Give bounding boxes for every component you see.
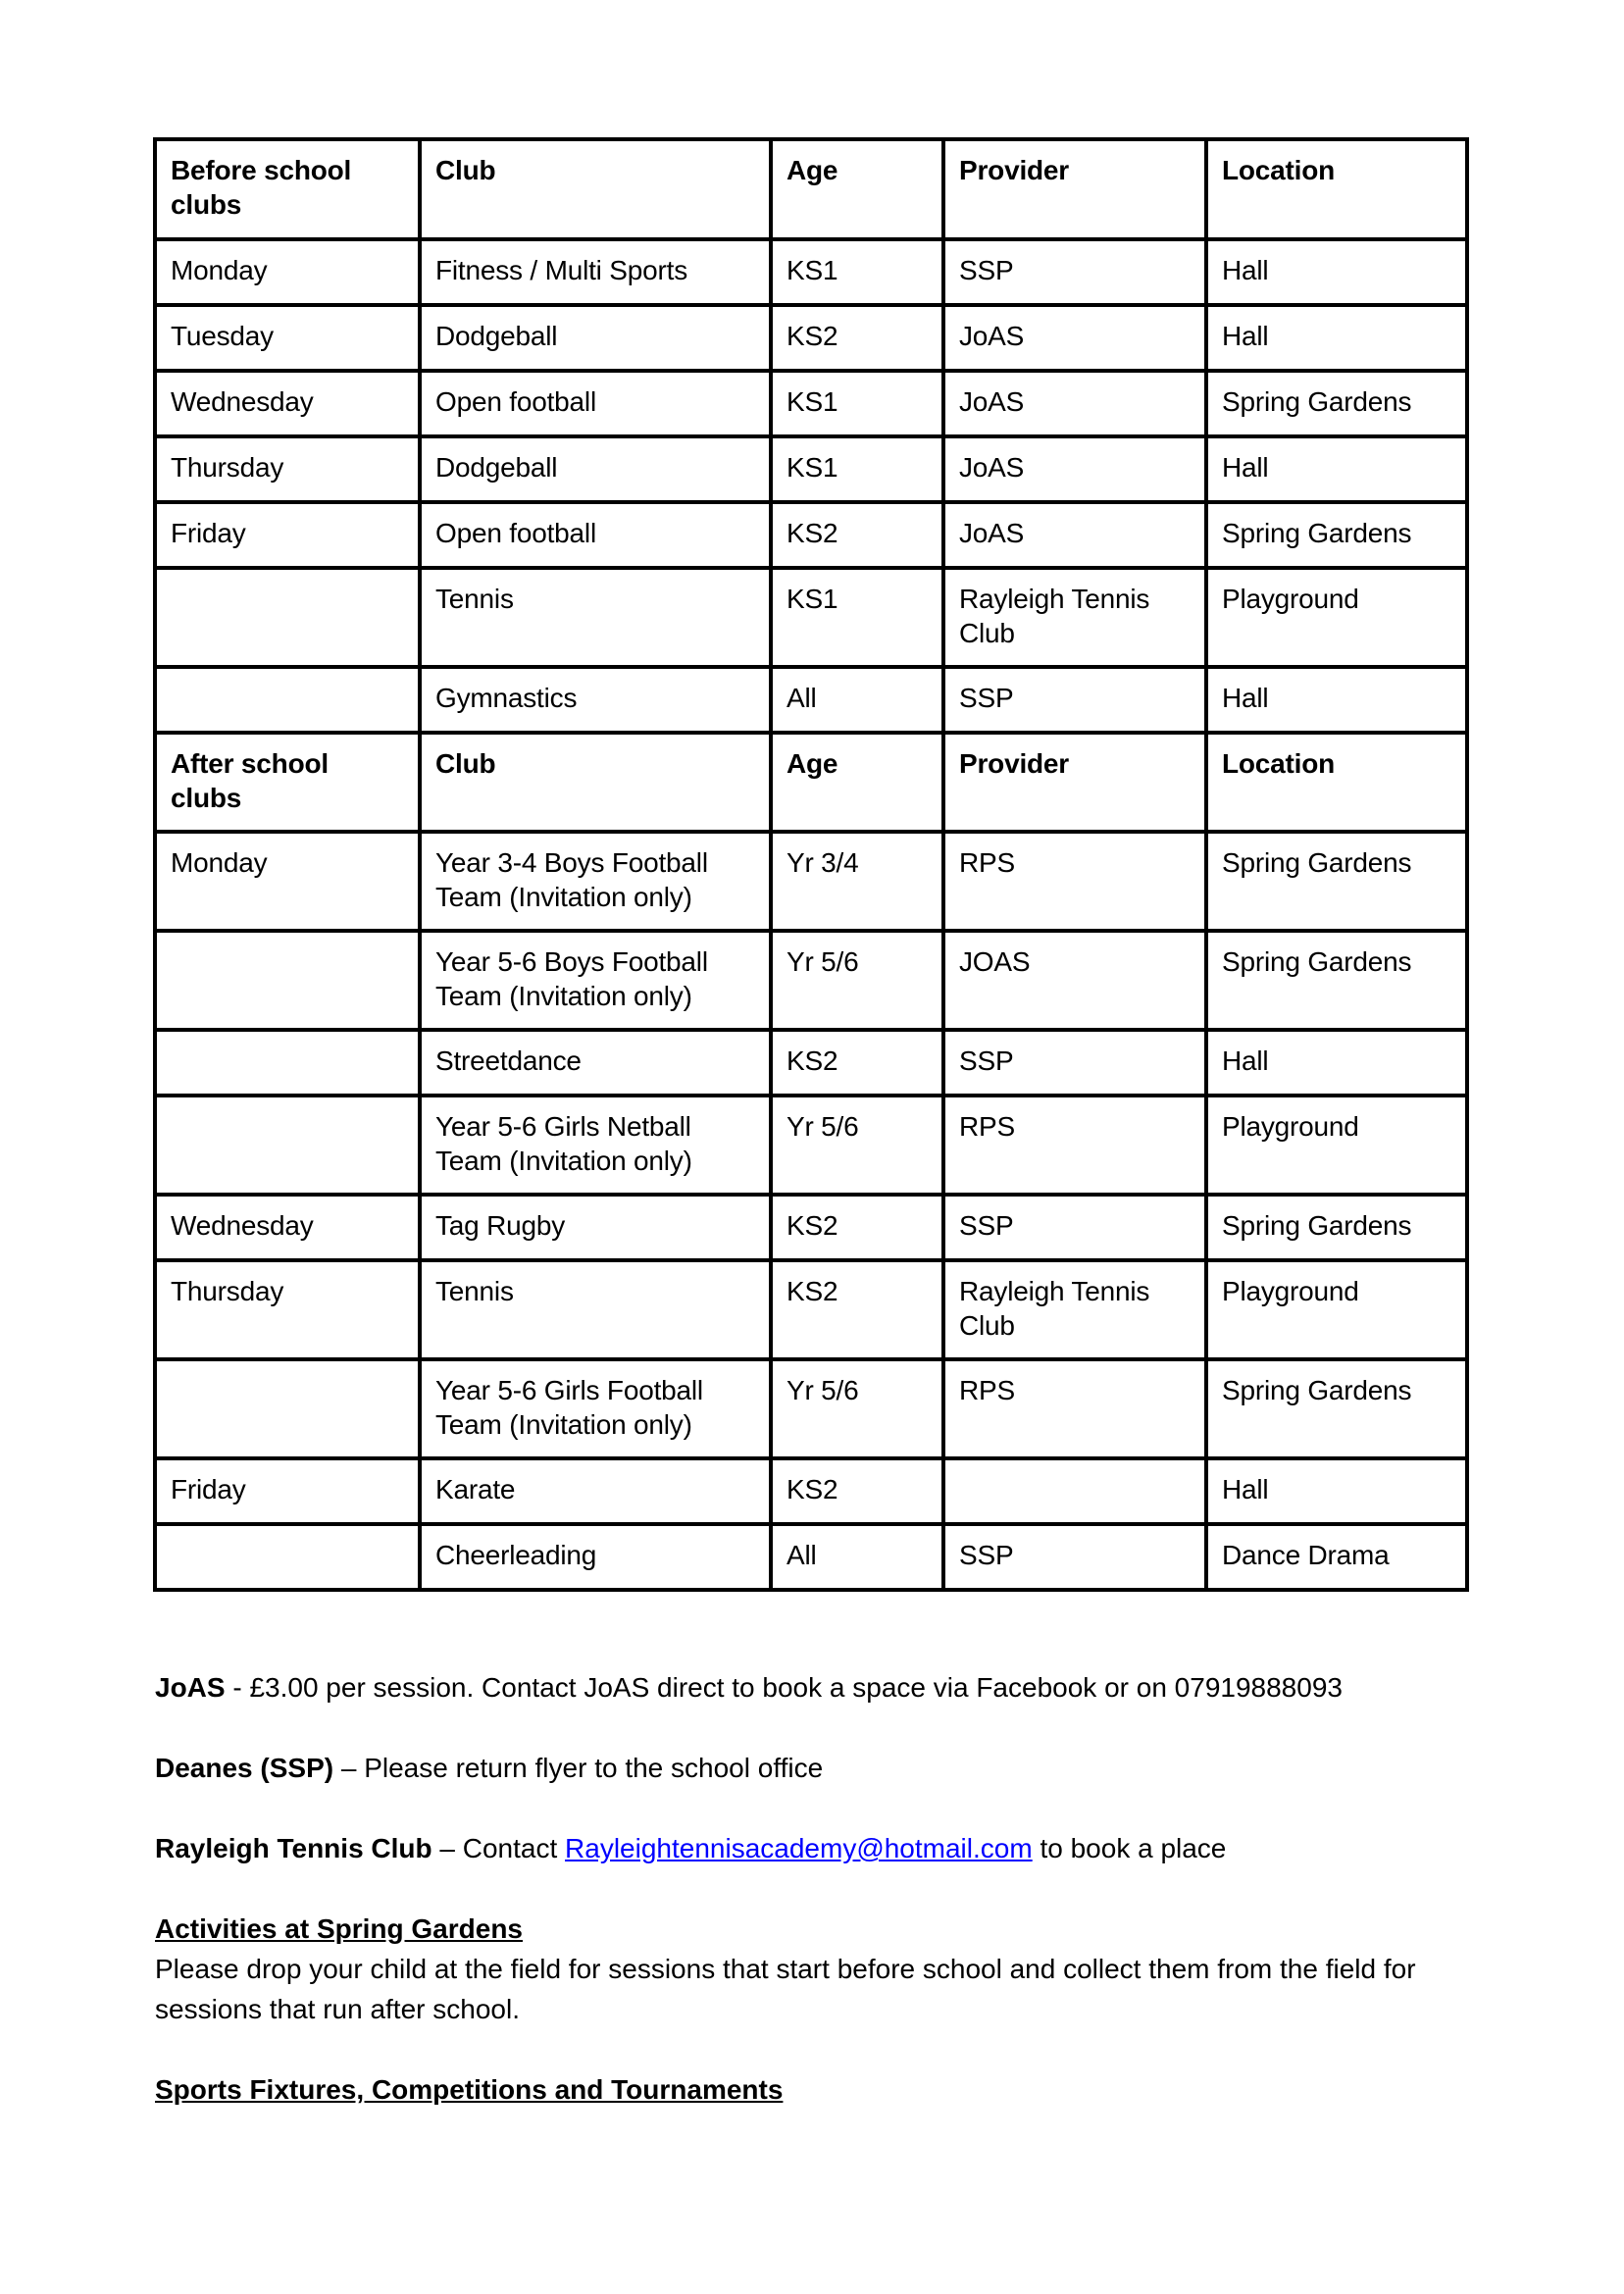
cell-club: Open football — [420, 371, 771, 436]
cell-club: Year 3-4 Boys Football Team (Invitation only) — [420, 832, 771, 931]
cell-location: Spring Gardens — [1206, 931, 1467, 1030]
cell-club: Tennis — [420, 568, 771, 667]
table-row — [155, 239, 1467, 305]
table-row — [155, 436, 1467, 502]
cell-club: Fitness / Multi Sports — [420, 239, 771, 305]
table-row — [155, 1030, 1467, 1096]
joas-label: JoAS — [155, 1672, 226, 1703]
cell-provider: RPS — [943, 832, 1206, 931]
cell-provider: JoAS — [943, 436, 1206, 502]
cell-provider: RPS — [943, 1359, 1206, 1458]
header-cell-location: Location — [1206, 139, 1467, 239]
spring-gardens-section — [155, 1909, 1489, 2029]
spring-gardens-body: Please drop your child at the field for sessions that start before school and collect them from the field for sessions that run after school. — [155, 1954, 1416, 2024]
cell-age: KS1 — [771, 371, 943, 436]
cell-location: Hall — [1206, 305, 1467, 371]
cell-day — [155, 667, 420, 733]
cell-location: Hall — [1206, 667, 1467, 733]
cell-age: All — [771, 1524, 943, 1590]
before-school-header-row — [155, 139, 1467, 239]
cell-club: Dodgeball — [420, 305, 771, 371]
table-row — [155, 1524, 1467, 1590]
cell-location: Spring Gardens — [1206, 1195, 1467, 1260]
table-row — [155, 667, 1467, 733]
cell-age: Yr 3/4 — [771, 832, 943, 931]
table-row — [155, 502, 1467, 568]
cell-location: Dance Drama — [1206, 1524, 1467, 1590]
cell-club: Gymnastics — [420, 667, 771, 733]
cell-location: Hall — [1206, 1030, 1467, 1096]
cell-club: Tag Rugby — [420, 1195, 771, 1260]
table-row — [155, 931, 1467, 1030]
cell-day — [155, 1030, 420, 1096]
cell-club: Open football — [420, 502, 771, 568]
table-row — [155, 568, 1467, 667]
cell-age: KS1 — [771, 568, 943, 667]
cell-day — [155, 931, 420, 1030]
cell-day: Monday — [155, 832, 420, 931]
header-cell-club: Club — [420, 733, 771, 832]
table-row — [155, 1359, 1467, 1458]
after-school-header-row — [155, 733, 1467, 832]
cell-location: Playground — [1206, 568, 1467, 667]
header-cell-day: Before school clubs — [155, 139, 420, 239]
header-cell-age: Age — [771, 733, 943, 832]
cell-age: Yr 5/6 — [771, 1096, 943, 1195]
fixtures-heading: Sports Fixtures, Competitions and Tournaments — [155, 2074, 784, 2105]
cell-provider: SSP — [943, 1195, 1206, 1260]
cell-age: Yr 5/6 — [771, 931, 943, 1030]
cell-club: Cheerleading — [420, 1524, 771, 1590]
cell-provider: SSP — [943, 667, 1206, 733]
cell-provider: SSP — [943, 239, 1206, 305]
cell-location: Hall — [1206, 1458, 1467, 1524]
cell-age: All — [771, 667, 943, 733]
cell-club: Tennis — [420, 1260, 771, 1359]
cell-location: Spring Gardens — [1206, 371, 1467, 436]
cell-location: Spring Gardens — [1206, 832, 1467, 931]
header-cell-location: Location — [1206, 733, 1467, 832]
cell-age: KS1 — [771, 436, 943, 502]
cell-day — [155, 1096, 420, 1195]
cell-provider: SSP — [943, 1030, 1206, 1096]
cell-location: Hall — [1206, 239, 1467, 305]
cell-location: Playground — [1206, 1260, 1467, 1359]
clubs-timetable — [153, 137, 1469, 1592]
cell-day: Wednesday — [155, 371, 420, 436]
cell-age: KS2 — [771, 1458, 943, 1524]
cell-club: Dodgeball — [420, 436, 771, 502]
joas-text: - £3.00 per session. Contact JoAS direct to book a space via Facebook or on 07919888093 — [225, 1672, 1343, 1703]
cell-club: Year 5-6 Boys Football Team (Invitation only) — [420, 931, 771, 1030]
cell-age: KS2 — [771, 1260, 943, 1359]
cell-provider: JoAS — [943, 502, 1206, 568]
deanes-text: – Please return flyer to the school office — [333, 1753, 824, 1783]
cell-club: Karate — [420, 1458, 771, 1524]
header-cell-club: Club — [420, 139, 771, 239]
cell-club: Year 5-6 Girls Football Team (Invitation only) — [420, 1359, 771, 1458]
cell-day: Monday — [155, 239, 420, 305]
header-cell-provider: Provider — [943, 139, 1206, 239]
cell-provider: Rayleigh Tennis Club — [943, 568, 1206, 667]
table-row — [155, 1096, 1467, 1195]
cell-day: Thursday — [155, 1260, 420, 1359]
cell-age: KS2 — [771, 1195, 943, 1260]
cell-location: Hall — [1206, 436, 1467, 502]
cell-age: Yr 5/6 — [771, 1359, 943, 1458]
cell-day — [155, 568, 420, 667]
cell-age: KS1 — [771, 239, 943, 305]
cell-provider: Rayleigh Tennis Club — [943, 1260, 1206, 1359]
cell-day: Tuesday — [155, 305, 420, 371]
deanes-note — [155, 1748, 1489, 1788]
booking-notes — [155, 1667, 1489, 2110]
cell-day — [155, 1524, 420, 1590]
cell-day: Friday — [155, 502, 420, 568]
rayleigh-note — [155, 1828, 1489, 1868]
cell-club: Year 5-6 Girls Netball Team (Invitation only) — [420, 1096, 771, 1195]
table-row — [155, 1458, 1467, 1524]
table-row — [155, 832, 1467, 931]
cell-day — [155, 1359, 420, 1458]
table-row — [155, 305, 1467, 371]
cell-provider: SSP — [943, 1524, 1206, 1590]
cell-location: Playground — [1206, 1096, 1467, 1195]
rayleigh-text-before: – Contact — [431, 1833, 566, 1863]
table-row — [155, 1195, 1467, 1260]
cell-provider — [943, 1458, 1206, 1524]
rayleigh-text-after: to book a place — [1032, 1833, 1227, 1863]
cell-location: Spring Gardens — [1206, 1359, 1467, 1458]
rayleigh-label: Rayleigh Tennis Club — [155, 1833, 432, 1863]
cell-day: Friday — [155, 1458, 420, 1524]
deanes-label: Deanes (SSP) — [155, 1753, 334, 1783]
table-row — [155, 1260, 1467, 1359]
spring-gardens-heading: Activities at Spring Gardens — [155, 1913, 523, 1944]
cell-age: KS2 — [771, 305, 943, 371]
cell-location: Spring Gardens — [1206, 502, 1467, 568]
header-cell-provider: Provider — [943, 733, 1206, 832]
table-row — [155, 371, 1467, 436]
cell-provider: JOAS — [943, 931, 1206, 1030]
cell-club: Streetdance — [420, 1030, 771, 1096]
cell-provider: RPS — [943, 1096, 1206, 1195]
rayleigh-email-link[interactable]: Rayleightennisacademy@hotmail.com — [565, 1833, 1033, 1863]
cell-age: KS2 — [771, 1030, 943, 1096]
cell-age: KS2 — [771, 502, 943, 568]
cell-day: Thursday — [155, 436, 420, 502]
cell-day: Wednesday — [155, 1195, 420, 1260]
cell-provider: JoAS — [943, 305, 1206, 371]
header-cell-day: After school clubs — [155, 733, 420, 832]
cell-provider: JoAS — [943, 371, 1206, 436]
joas-note — [155, 1667, 1489, 1708]
header-cell-age: Age — [771, 139, 943, 239]
